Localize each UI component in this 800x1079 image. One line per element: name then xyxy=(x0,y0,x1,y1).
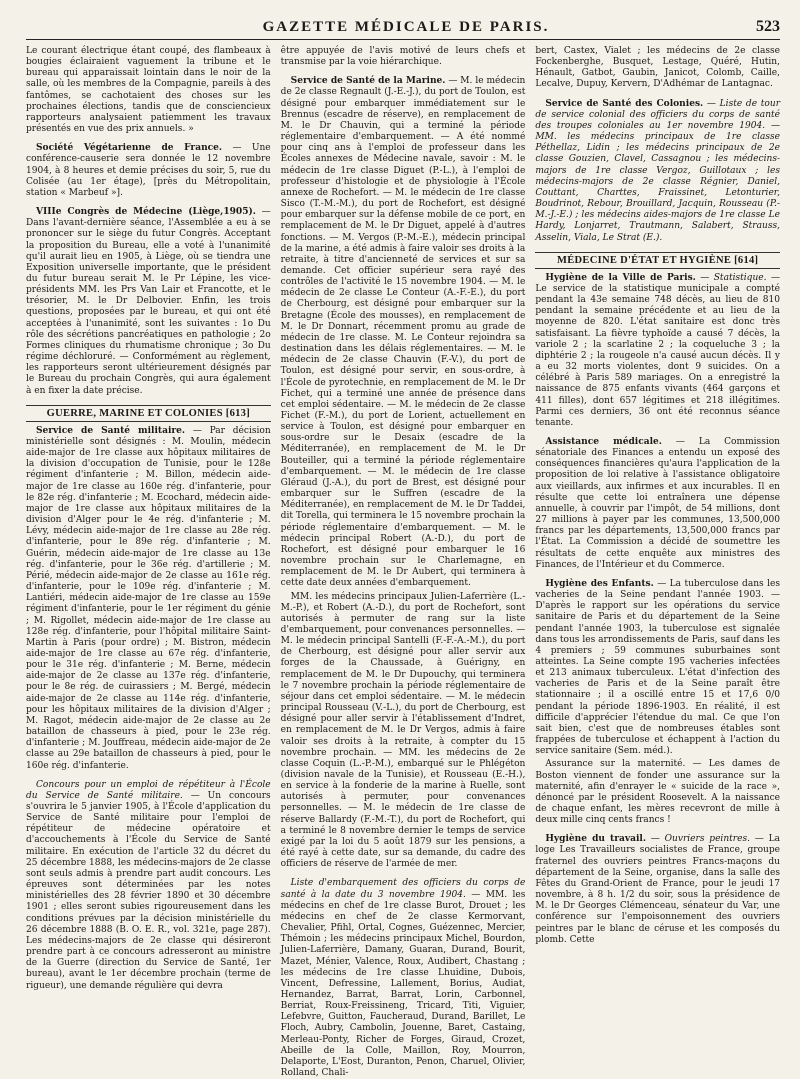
paragraph-liste-continuation: bert, Castex, Vialet ; les médecins de 2e classe Fockenberghe, Busquet, Lestage, Quéré, Hutin, Hénault, Gatbot, Gaubin, Janicot, Colomb, Caille, Lecalve, Dupuy, Kervern, D'Adhémar de Lantagnac. xyxy=(535,46,781,90)
paragraph-maternite: Assurance sur la maternité. — Les dames de Boston viennent de fonder une assurance sur la maternité, afin d'enrayer le « suicide de la race », dénoncé par le président Roosevelt. A la naissance de chaque enfant, les mères recevront de mille à deux mille cinq cents francs ! xyxy=(535,759,781,826)
journal-title: GAZETTE MÉDICALE DE PARIS. xyxy=(262,19,550,35)
paragraph-enfants: Hygiène des Enfants. — La tuberculose dans les vacheries de la Seine pendant l'année 1903. — D'après le rapport sur les opérations du service sanitaire de Paris et du département de la Seine pendant l'année 1903, la tuberculose est signalée dans tous les arrondissements de Paris, sauf dans les 4 premiers ; 59 communes suburbaines sont atteintes. La Seine compte 195 vacheries infectées et 213 animaux tuberculeux. L'état d'infection des vacheries de Paris et de la Seine paraît être stationnaire ; il a oscillé entre 15 et 17,6 0/0 pendant la période 1896-1903. En réalité, il est difficile d'apprécier l'étendue du mal. Ce que l'on sait bien, c'est que de nombreuses étables sont frappées de tuberculose et échappent à l'action du service sanitaire (Sem. méd.). xyxy=(535,578,781,757)
paragraph-sante-militaire: Service de Santé militaire. — Par décision ministérielle sont désignés : M. Moulin, médecin aide-major de 1re classe aux hôpitaux militaires de la division d'occupation de Tunisie, pour le 128e régiment d'infanterie ; M. Billon, médecin aide-major de 1re classe au 160e rég. d'infanterie, pour le 82e rég. d'infanterie ; M. Ecochard, médecin aide-major de 1re classe aux hôpitaux militaires de la division d'Alger pour le 4e rég. d'infanterie ; M. Lévy, médecin aide-major de 1re classe au 28e rég. d'infanterie, pour le 89e rég. d'infanterie ; M. Guérin, médecin aide-major de 1re classe au 13e rég. d'infanterie, pour le 36e rég. d'artillerie ; M. Périé, médecin aide-major de 2e classe au 161e rég. d'infanterie, pour le 109e rég. d'infanterie ; M. Lantiéri, médecin aide-major de 1re classe au 159e régiment d'infanterie, pour le 1er régiment du génie ; M. Rigollet, médecin aide-major de 1re classe au 128e rég. d'infanterie, pour l'hôpital militaire Saint-Martin à Paris (pour ordre) ; M. Bistron, médecin aide-major de 1re classe au 67e rég. d'infanterie, pour le 31e rég. d'infanterie ; M. Berne, médecin aide-major de 2e classe au 137e rég. d'infanterie, pour le 8e rég. de cuirassiers ; M. Bergé, médecin aide-major de 2e classe au 114e rég. d'infanterie, pour les hôpitaux militaires de la division d'Alger ; M. Ragot, médecin aide-major de 2e classe au 2e bataillon de chasseurs à pied, pour le 23e rég. d'infanterie ; M. Jouffreau, médecin aide-major de 2e classe au 29e bataillon de chasseurs à pied, pour le 160e rég. d'infanterie. xyxy=(26,425,271,771)
heading-congres: VIIIe Congrès de Médecine (Liège,1905). xyxy=(36,207,256,218)
paragraph-travail: Hygiène du travail. — Ouvriers peintres. — La loge Les Travailleurs socialistes de France, groupe fraternel des ouvriers peintres Francs-maçons du département de la Seine, organise, dans la salle des Fêtes du Grand-Orient de France, pour le jeudi 17 novembre, à 8 h. 1/2 du soir, sous la présidence de M. le Dr Georges Clémenceau, sénateur du Var, une conférence sur l'empoisonnement des ouvriers peintres par le blanc de céruse et les composés du plomb. Cette xyxy=(535,834,781,945)
paragraph-assistance: Assistance médicale. — La Commission sénatoriale des Finances a entendu un exposé des conséquences financières qu'aura l'application de la proposition de loi relative à l'assistance obligatoire aux vieillards, aux infirmes et aux incurables. Il en résulte que cette loi entraînera une dépense annuelle, à couvrir par l'impôt, de 54 millions, dont 27 millions à payer par les communes, 13,500,000 francs par les départements, 13,500,000 francs par l'État. La Commission a décidé de soumettre les résultats de cette enquête aux ministres des Finances, de l'Intérieur et du Commerce. xyxy=(535,437,781,570)
paragraph-marine: Service de Santé de la Marine. — M. le médecin de 2e classe Regnault (J.-E.-J.), du port de Toulon, est désigné pour embarquer immédiatement sur le Brennus (escadre de réserve), en remplacement de M. le Dr Chauvin, qui a terminé la période réglementaire d'embarquement. — A été nommé pour cinq ans à l'emploi de professeur dans les Écoles annexes de Médecine navale, savoir : M. le médecin de 1re classe Diguet (P.-L.), à l'emploi de professeur d'histologie et de physiologie à l'École annexe de Rochefort. — M. le médecin de 1re classe Sisco (T.-M.-M.), du port de Rochefort, est désigné pour embarquer sur la défense mobile de ce port, en remplacement de M. le Dr Diguet, appelé à d'autres fonctions. — M. Vergos (P.-M.-E.), médecin principal de la marine, a été admis à faire valoir ses droits à la retraite, à titre d'ancienneté de services et sur sa demande. Cet officier supérieur sera rayé des contrôles de l'activité le 15 novembre 1904. — M. le médecin de 2e classe Le Conteur (A.-F.-E.), du port de Cherbourg, est désigné pour embarquer sur la Bretagne (École des mousses), en remplacement de M. le Dr Donnart, récemment promu au grade de médecin de 1re classe. M. Le Conteur rejoindra sa destination dans les délais réglementaires. — M. le médecin de 2e classe Chauvin (F.-V.), du port de Toulon, est désigné pour servir, en sous-ordre, à l'École de pyrotechnie, en remplacement de M. le Dr Fichet, qui a terminé une année de présence dans cet emploi sédentaire. — M. le médecin de 2e classe Fichet (F.-M.), du port de Lorient, actuellement en service à Toulon, est désigné pour embarquer en sous-ordre sur le Desaix (escadre de la Méditerranée), en remplacement de M. le Dr Bouteiller, qui a terminé la période réglementaire d'embarquement. — M. le médecin de 1re classe Gléraud (J.-A.), du port de Brest, est désigné pour embarquer sur le Suffren (escadre de la Méditerranée), en remplacement de M. le Dr Taddei, dit Torella, qui terminera le 15 novembre prochain la période réglementaire d'embarquement. — M. le médecin principal Robert (A.-D.), du port de Rochefort, est désigné pour embarquer le 16 novembre prochain sur le Charlemagne, en remplacement de M. le Dr Aubert, qui terminera à cette date deux années d'embarquement. xyxy=(280,76,526,589)
paragraph-continuation: être appuyée de l'avis motivé de leurs chefs et transmise par la voie hiérarchique. xyxy=(280,46,526,68)
heading-vegetarian: Société Végétarienne de France. xyxy=(36,143,223,154)
paragraph-marine-2: MM. les médecins principaux Julien-Laferrière (L.-M.-P.), et Robert (A.-D.), du port de Rochefort, sont autorisés à permuter de rang sur la liste d'embarquement, pour convenances personnelles. — M. le médecin principal Santelli (F.-F.-A.-M.), du port de Cherbourg, est désigné pour aller servir aux forges de la Chaussade, à Guérigny, en remplacement de M. le Dr Dupouchy, qui terminera le 7 novembre prochain la période réglementaire de séjour dans cet emploi sédentaire. — M. le médecin principal Rousseau (V.-L.), du port de Cherbourg, est désigné pour aller servir à l'établissement d'Indret, en remplacement de M. le Dr Vergos, admis à faire valoir ses droits à la retraite, à compter du 15 novembre prochain. — MM. les médecins de 2e classe Coquin (L.-P.-M.), embarqué sur le Phlégéton (division navale de la Tunisie), et Rousseau (E.-H.), en service à la fonderie de la marine à Ruelle, sont autorisés à permuter, pour convenances personnelles. — M. le médecin de 1re classe de réserve Ballardy (F.-M.-T.), du port de Rochefort, qui a terminé le 8 novembre dernier le temps de service exigé par la loi du 5 août 1879 sur les pensions, a été rayé à cette date, sur sa demande, du cadre des officiers de réserve de l'armée de mer. xyxy=(280,591,526,870)
section-title-guerre: GUERRE, MARINE ET COLONIES [613] xyxy=(26,405,271,422)
heading-colonies: Service de Santé des Colonies. xyxy=(545,98,704,109)
heading-assistance: Assistance médicale. xyxy=(545,437,662,447)
heading-liste: Liste d'embarquement des officiers du corps de santé à la date du 3 novembre 1904. xyxy=(280,878,526,900)
paragraph-vegetarian: Société Végétarienne de France. — Une conférence-causerie sera donnée le 12 novembre 1904, à 8 heures et demie précises du soir, 5, rue du Colisée (au 1er étage), [près du Métropolitain, station « Marbeuf »]. xyxy=(26,143,271,198)
heading-enfants: Hygiène des Enfants. xyxy=(545,578,654,589)
paragraph-congres: VIIIe Congrès de Médecine (Liège,1905). — Dans l'avant-dernière séance, l'Assemblée a eu à se prononcer sur le siège du futur Congrès. Acceptant la proposition du Bureau, elle a voté à l'unanimité qu'il aurait lieu en 1905, à Liège, où se tiendra une Exposition universelle importante, que le président du futur bureau serait M. le Pr Lépine, les vice-présidents MM. les Prs Van Lair et Francotte, et le trésorier, M. le Dr Delbovier. Enfin, les trois questions, proposées par le bureau, et qui ont été acceptées à l'unanimité, sont les suivantes : 1o Du rôle des sécrétions pancréatiques en pathologie ; 2o Formes cliniques du rhumatisme chronique ; 3o Du régime déchloruré. — Conformément au règlement, les rapporteurs seront ultérieurement désignés par le Bureau du prochain Congrès, qui aura également à en fixer la date précise. xyxy=(26,207,271,396)
columns xyxy=(26,46,781,1079)
paragraph-hygiene-paris: Hygiène de la Ville de Paris. — Statistique. — Le service de la statistique municipale a compté pendant la 43e semaine 748 décès, au lieu de 810 pendant la semaine précédente et au lieu de la moyenne de 820. L'état sanitaire est donc très satisfaisant. La fièvre typhoïde a causé 7 décès, la variole 2 ; la scarlatine 2 ; la coqueluche 3 ; la diphtérie 2 ; la rougeole n'a causé aucun décès. Il y a eu 32 morts violentes, dont 9 suicides. On a célébré à Paris 589 mariages. On a enregistré la naissance de 875 enfants vivants (464 garçons et 411 filles), dont 657 légitimes et 218 illégitimes. Parmi ces derniers, 36 ont été reconnus séance tenante. xyxy=(535,272,781,428)
heading-travail: Hygiène du travail. xyxy=(545,834,646,845)
paragraph-colonies: Service de Santé des Colonies. — Liste de tour de service colonial des officiers du corps de santé des troupes coloniales au 1er novembre 1904. — MM. les médecins principaux de 1re classe Péthellaz, Lidin ; les médecins principaux de 2e classe Gouzien, Clavel, Cassagnou ; les médecins-majors de 1re classe Vergoz, Guillotaux ; les médecins-majors de 2e classe Régnier, Daniel, Couttant, Charttes, Fraissinet, Letonturier, Boudrinot, Rebour, Brouillard, Jacquin, Rousseau (P.-M.-J.-E.) ; les médecins aides-majors de 1re classe Le Hardy, Lonjarret, Trautmann, Salabert, Strauss, Asselin, Viala, Le Strat (E.). xyxy=(535,98,781,243)
column-1 xyxy=(26,46,271,1041)
heading-sante-militaire: Service de Santé militaire. xyxy=(36,425,186,436)
heading-concours: Concours pour un emploi de répétiteur à l'École du Service de Santé militaire. xyxy=(26,779,271,801)
paragraph-concours: Concours pour un emploi de répétiteur à l'École du Service de Santé militaire. — Un concours s'ouvrira le 5 janvier 1905, à l'École d'application du Service de Santé militaire pour l'emploi de répétiteur de médecine opératoire et d'accouchements à l'École du Service de Santé militaire. En exécution de l'article 32 du décret du 25 décembre 1888, les médecins-majors de 2e classe sont seuls admis à prendre part audit concours. Les épreuves sont déterminées par les notes ministérielles des 28 février 1890 et 30 décembre 1901 ; elles seront subies rigoureusement dans les conditions prévues par la décision ministérielle du 26 décembre 1888 (B. O. E. R., vol. 321e, page 287). Les médecins-majors de 2e classe qui désireront prendre part à ce concours adresseront au ministre de la Guerre (direction du Service de Santé, 1er bureau), avant le 1er décembre prochain (terme de rigueur), une demande régulière qui devra xyxy=(26,779,271,991)
column-3 xyxy=(535,46,780,1041)
section-title-hygiene: MÉDECINE D'ÉTAT ET HYGIÈNE [614] xyxy=(535,252,780,269)
column-2 xyxy=(280,46,526,1079)
heading-marine: Service de Santé de la Marine. xyxy=(290,76,446,87)
page-number: 523 xyxy=(756,18,780,35)
heading-hygiene-paris: Hygiène de la Ville de Paris. xyxy=(545,272,696,283)
paragraph-electric: Le courant électrique étant coupé, des flambeaux à bougies éclairaient vaguement la tribune et le bureau qui apparaissait lointain dans le noir de la salle, où les membres de la Compagnie, pareils à des fantômes, se cachotaient des choses sur les prochaines élections, tandis que de consciencieux rapporteurs analysaient patiemment les travaux présentés en vue des prix annuels. » xyxy=(26,46,271,135)
page-header xyxy=(26,18,780,40)
paragraph-liste: Liste d'embarquement des officiers du corps de santé à la date du 3 novembre 1904. — MM. les médecins en chef de 1re classe Burot, Drouet ; les médecins en chef de 2e classe Kermorvant, Chevalier, Pfihl, Ortal, Cognes, Guézennec, Mercier, Thémoin ; les médecins principaux Michel, Bourdon, Julien-Laferrière, Damany, Guaran, Durand, Bourit, Mazet, Ménier, Valence, Roux, Audibert, Chastang ; les médecins de 1re classe Lhuidine, Dubois, Vincent, Defressine, Lallement, Borius, Audiat, Hernandez, Barrat, Barrat, Lorin, Carbonnel, Berriat, Roux-Freissineng, Tricard, Titi, Viguier, Lefebvre, Guitton, Faucheraud, Durand, Barillet, Le Floch, Aubry, Cambolin, Jouenne, Baret, Castaing, Merleau-Ponty, Richer de Forges, Giraud, Crozet, Abeille de la Colle, Maillon, Roy, Mourron, Delaporte, L'Eost, Duranton, Penon, Charuel, Olivier, Rolland, Chali- xyxy=(280,878,526,1079)
